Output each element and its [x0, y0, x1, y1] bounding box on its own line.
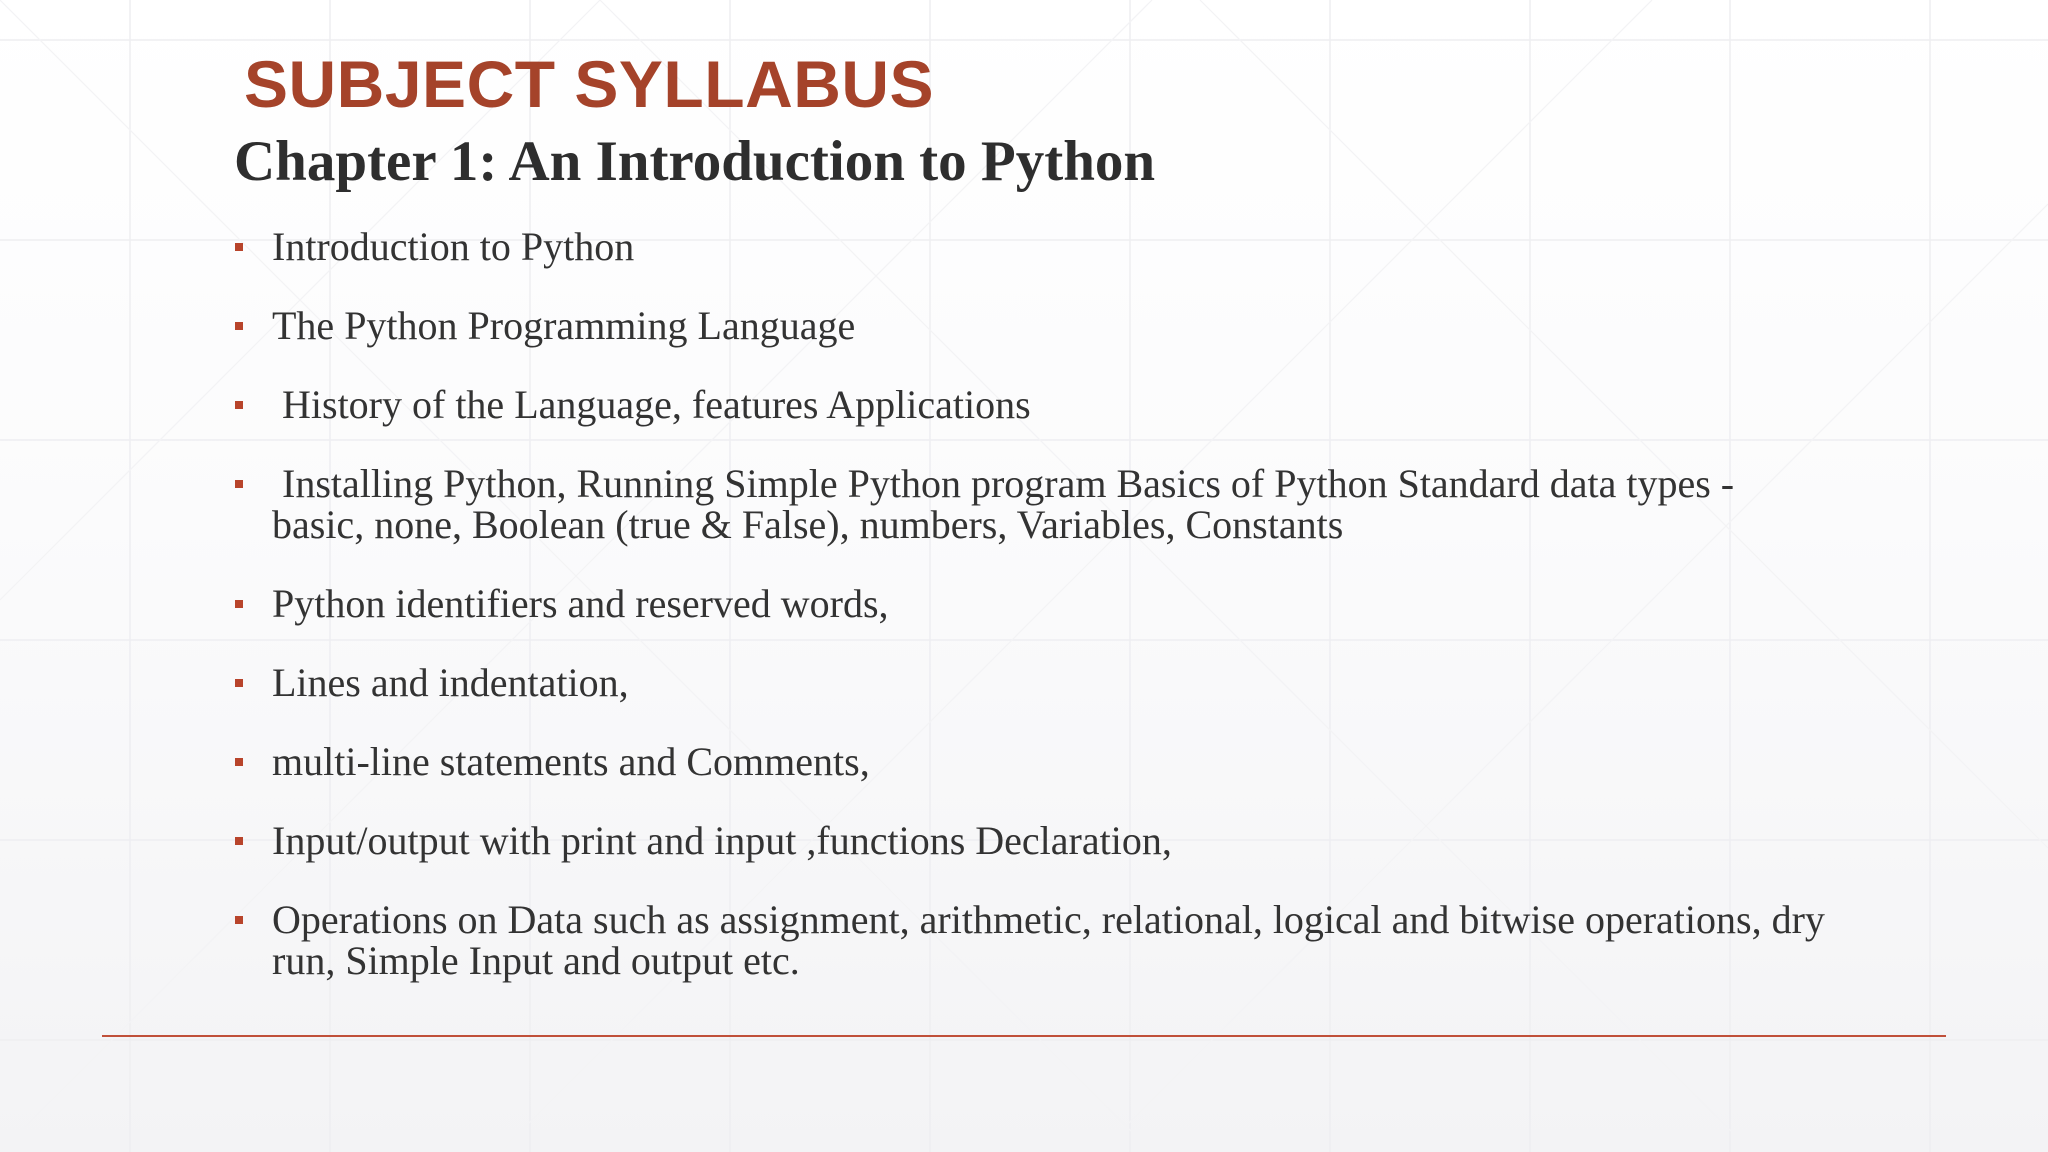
square-bullet-icon [235, 600, 243, 608]
topic-text: Python identifiers and reserved words, [272, 581, 889, 626]
syllabus-topic-list [234, 226, 1834, 1019]
topic-text: Introduction to Python [272, 224, 635, 269]
chapter-heading: Chapter 1: An Introduction to Python [234, 130, 1156, 193]
topic-text: Installing Python, Running Simple Python program Basics of Python Standard data types - basic, none, Boolean (true & False), numbers, Variables, Constants [272, 461, 1745, 547]
topic-text: Input/output with print and input ,functions Declaration, [272, 818, 1172, 863]
list-item [234, 662, 1834, 703]
list-item [234, 305, 1834, 346]
slide-title: SUBJECT SYLLABUS [244, 47, 935, 121]
list-item [234, 899, 1834, 981]
square-bullet-icon [235, 837, 243, 845]
square-bullet-icon [235, 401, 243, 409]
list-item [234, 226, 1834, 267]
list-item [234, 463, 1834, 545]
square-bullet-icon [235, 679, 243, 687]
list-item [234, 583, 1834, 624]
topic-text: multi-line statements and Comments, [272, 739, 870, 784]
list-item [234, 384, 1834, 425]
list-item [234, 820, 1834, 861]
square-bullet-icon [235, 243, 243, 251]
topic-text: Lines and indentation, [272, 660, 629, 705]
topic-text: Operations on Data such as assignment, arithmetic, relational, logical and bitwise operations, dry run, Simple Input and output etc. [272, 897, 1825, 983]
square-bullet-icon [235, 758, 243, 766]
square-bullet-icon [235, 480, 243, 488]
list-item [234, 741, 1834, 782]
footer-divider [102, 1035, 1946, 1037]
square-bullet-icon [235, 916, 243, 924]
square-bullet-icon [235, 322, 243, 330]
topic-text: The Python Programming Language [272, 303, 856, 348]
topic-text: History of the Language, features Applications [272, 382, 1031, 427]
